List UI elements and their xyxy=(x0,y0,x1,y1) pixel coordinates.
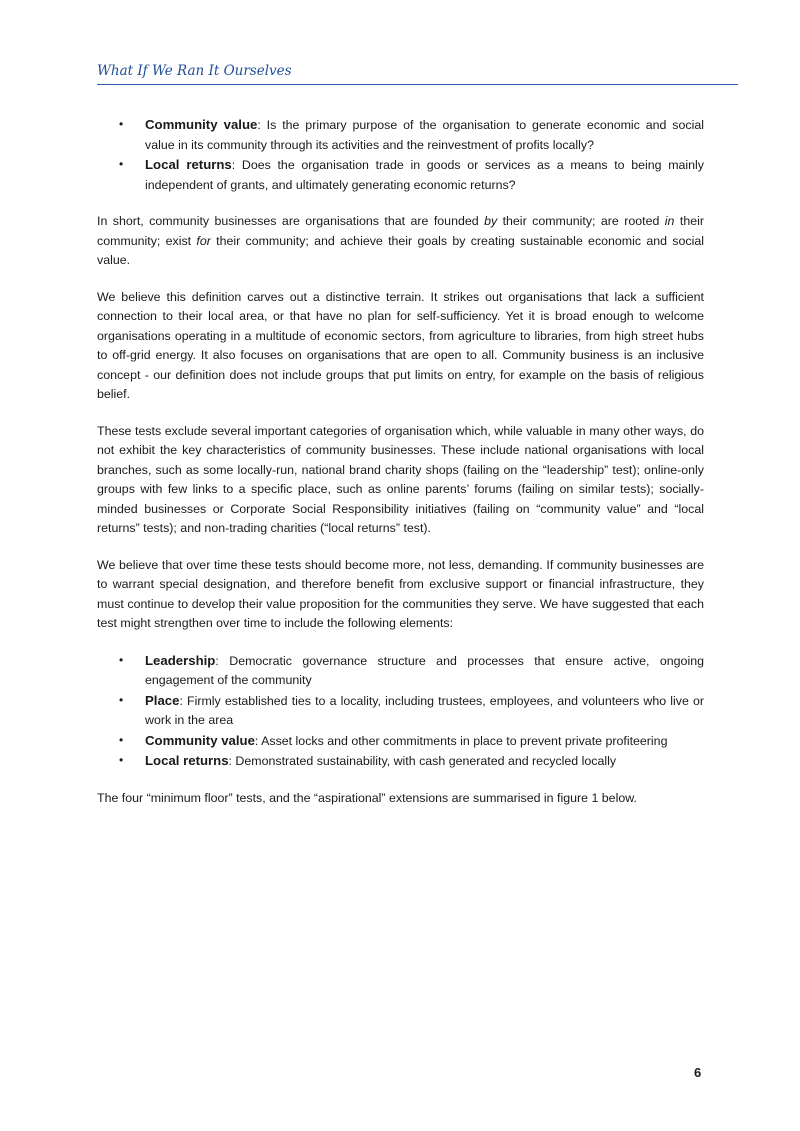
list-item-text: : Does the organisation trade in goods or services as a means to being mainly independent of grants, and ultimately generating economic returns? xyxy=(145,158,704,192)
closing-paragraph: The four “minimum floor” tests, and the “aspirational” extensions are summarised in figure 1 below. xyxy=(97,790,637,805)
header-title: What If We Ran It Ourselves xyxy=(97,63,292,79)
emphasis-text: by xyxy=(484,214,498,228)
page-number: 6 xyxy=(694,1065,702,1080)
text-run: their community; and achieve their goals by creating sustainable economic and social value. xyxy=(97,233,704,267)
bullet-icon: • xyxy=(119,732,124,747)
bullet-icon: • xyxy=(119,692,124,707)
tests-paragraph: These tests exclude several important categories of organisation which, while valuable in many other ways, do not exhibit the key characteristics of community businesses. These include national organisations with local branches, such as some locally-run, national brand charity shops (failing on the “leadership” test); online-only groups with few links to a specific place, such as online parents’ forums (failing on similar tests); socially-minded businesses or Corporate Social Responsibility initiatives (failing on “community value” and “local returns” tests); and non-trading charities (“local returns” test). xyxy=(97,423,704,535)
text-run: their community; exist xyxy=(97,214,704,248)
list-item-term: Place xyxy=(145,692,180,708)
text-run: their community; are rooted xyxy=(497,214,665,228)
definition-paragraph: We believe this definition carves out a distinctive terrain. It strikes out organisations that lack a sufficient connection to their local area, or that have no plan for self-sufficiency. Yet it is broad enough to welcome organisations operating in a multitude of economic sectors, from agriculture to libraries, from high street hubs to off-grid energy. It also focuses on organisations that are open to all. Community business is an inclusive concept - our definition does not include groups that put limits on entry, for example on the basis of religious belief. xyxy=(97,289,704,401)
page-body xyxy=(97,115,704,808)
emphasis-text: for xyxy=(196,233,211,248)
list-item xyxy=(97,731,704,752)
list-item-text: : Is the primary purpose of the organisation to generate economic and social value in its community through its activities and the reinvestment of profits locally? xyxy=(145,118,704,152)
criteria-list-top xyxy=(97,115,704,195)
over-time-paragraph: We believe that over time these tests should become more, not less, demanding. If community businesses are to warrant special designation, and therefore benefit from exclusive support or financial infrastructure, they must continue to develop their value proposition for the communities they serve. We have suggested that each test might strengthen over time to include the following elements: xyxy=(97,557,704,630)
list-item-term: Local returns xyxy=(145,157,232,172)
list-item xyxy=(97,751,704,772)
bullet-icon: • xyxy=(119,652,124,667)
emphasis-text: in xyxy=(664,214,675,228)
list-item-term: Community value xyxy=(145,732,255,748)
bullet-icon: • xyxy=(119,157,124,171)
list-item-text: : Demonstrated sustainability, with cash generated and recycled locally xyxy=(228,754,617,768)
list-item xyxy=(97,155,704,195)
list-item-term: Local returns xyxy=(145,753,229,768)
list-item-term: Community value xyxy=(145,117,258,132)
list-item xyxy=(97,691,704,731)
list-item-text: : Firmly established ties to a locality, including trustees, employees, and volunteers who live or work in the area xyxy=(145,693,704,727)
running-header xyxy=(97,62,738,85)
summary-paragraph xyxy=(97,212,704,271)
aspirational-list xyxy=(97,651,704,772)
list-item xyxy=(97,651,704,691)
text-run: In short, community businesses are organisations that are founded xyxy=(97,214,485,228)
bullet-icon: • xyxy=(119,117,124,131)
list-item xyxy=(97,115,704,155)
list-item-text: : Asset locks and other commitments in place to prevent private profiteering xyxy=(254,733,668,748)
list-item-term: Leadership xyxy=(145,652,216,668)
bullet-icon: • xyxy=(119,753,124,767)
list-item-text: : Democratic governance structure and processes that ensure active, ongoing engagement of the community xyxy=(145,653,704,687)
